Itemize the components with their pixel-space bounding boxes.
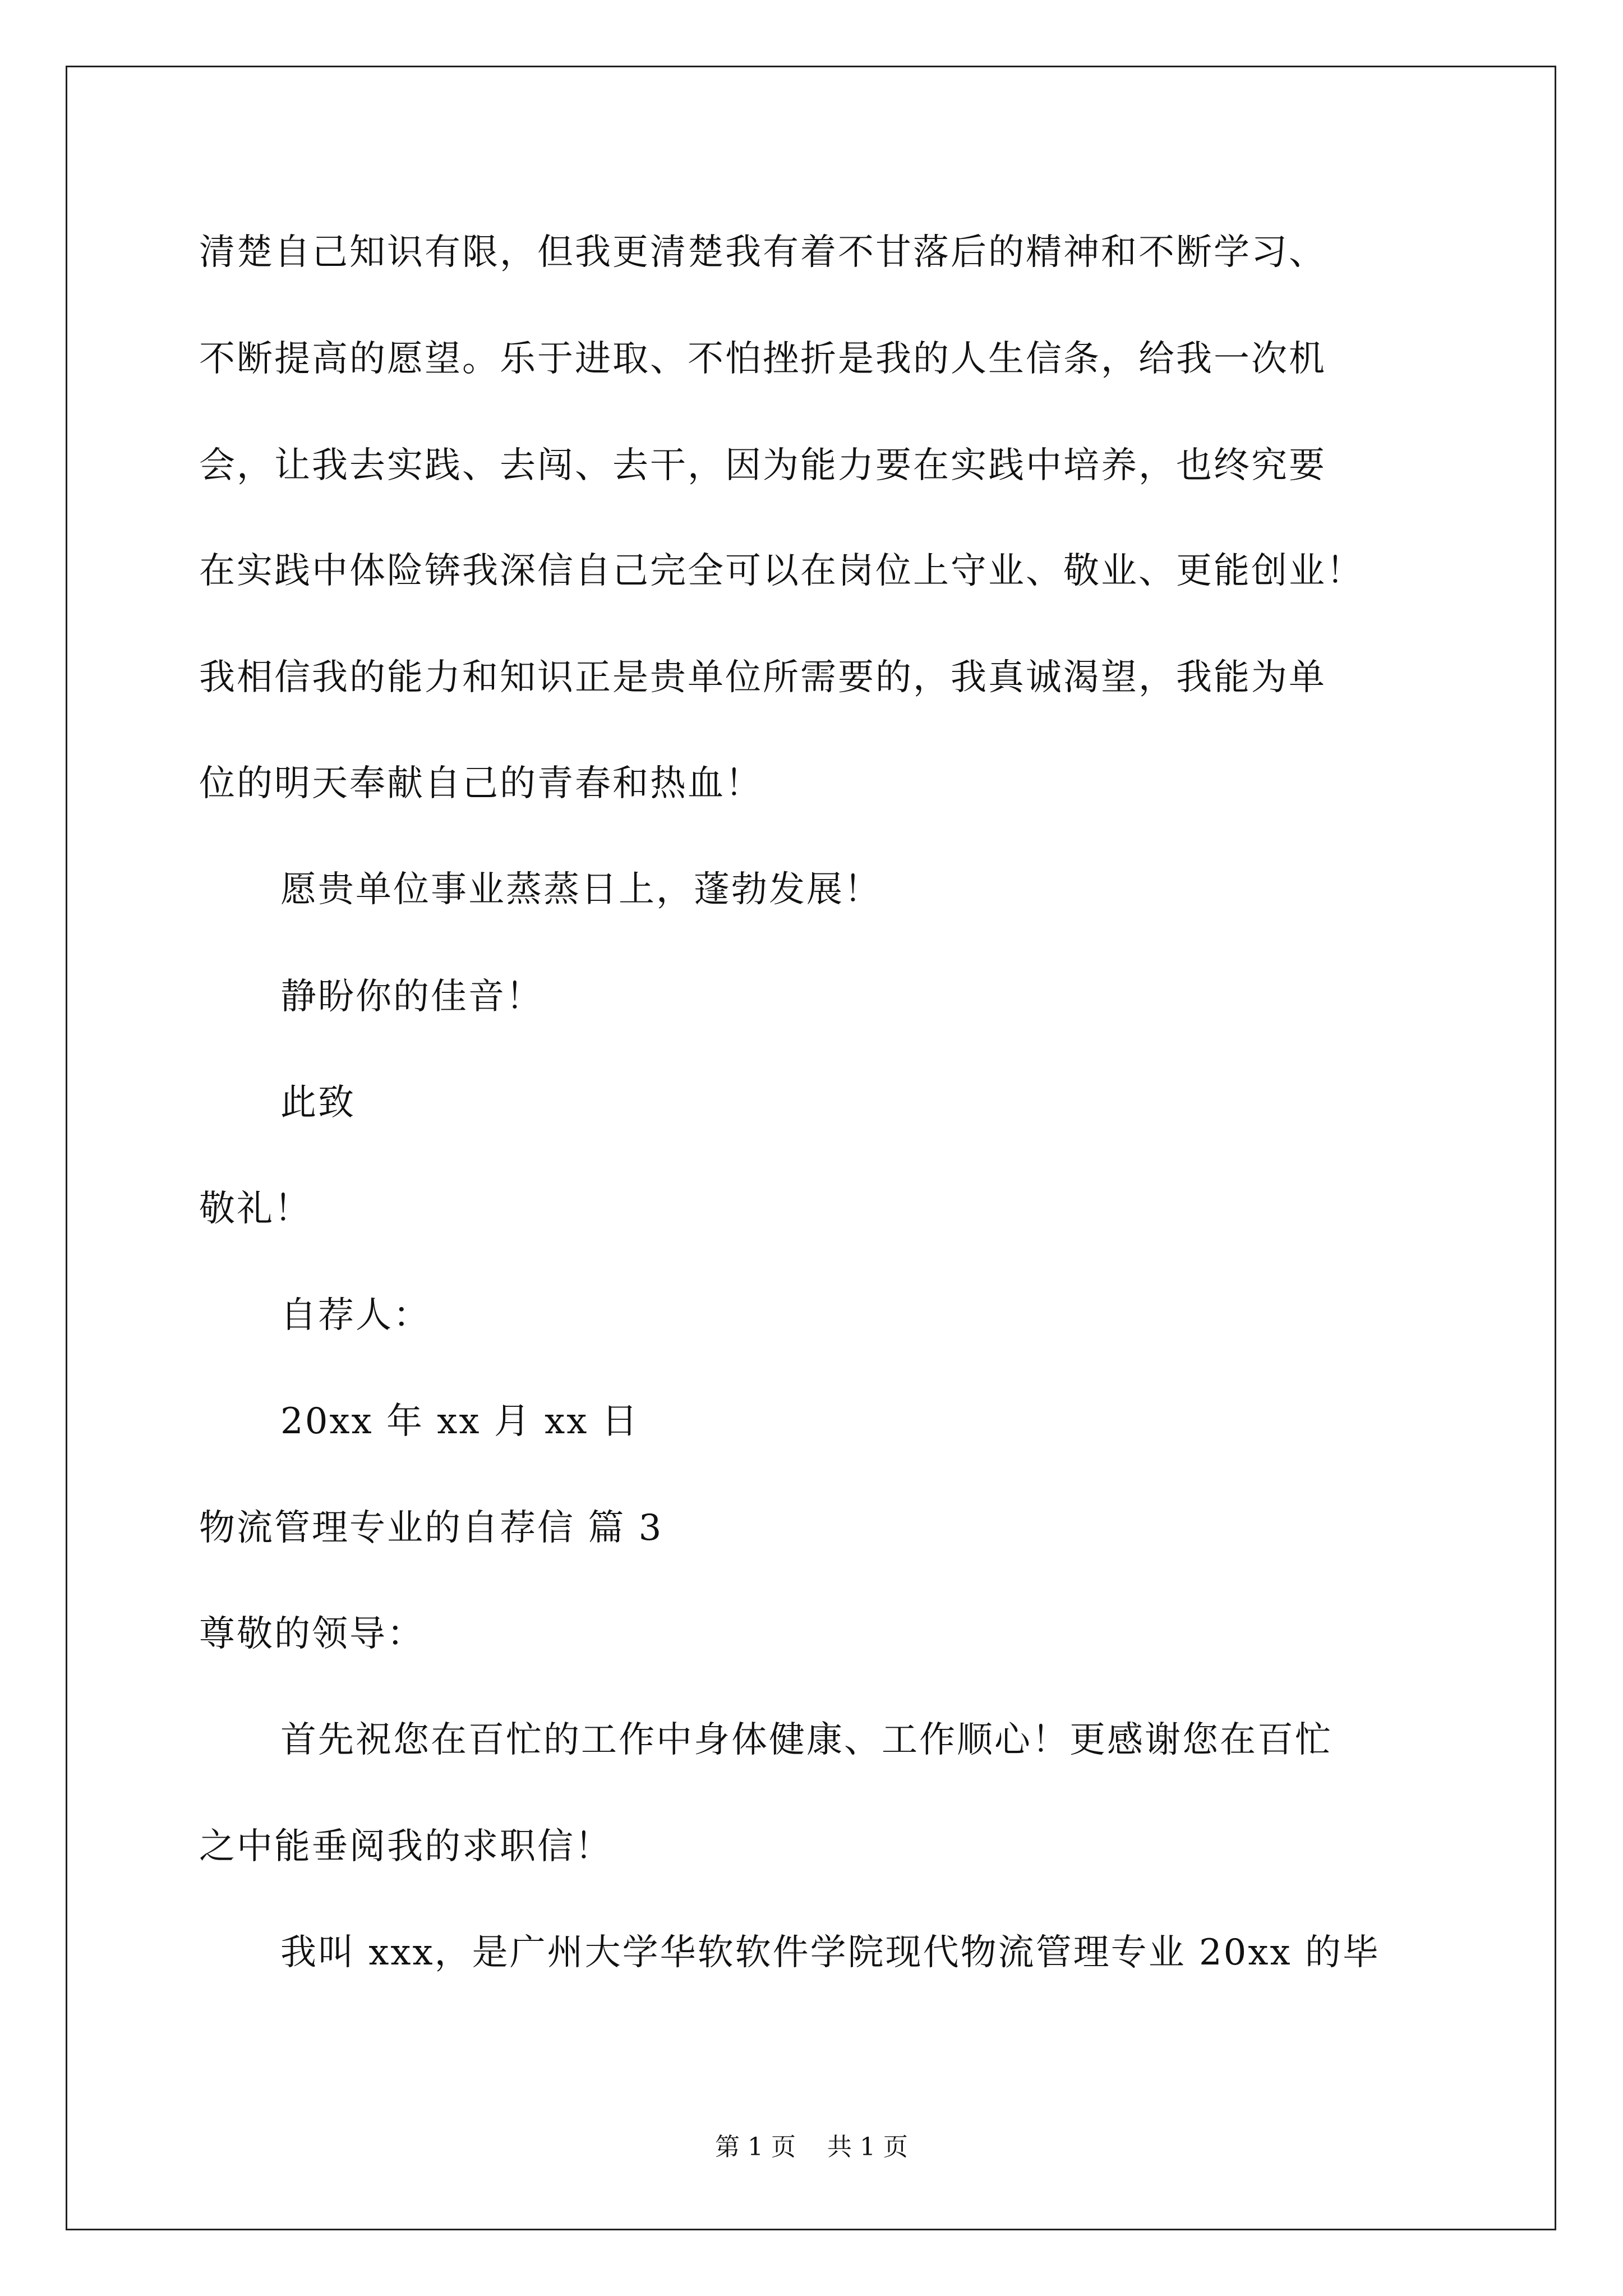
- closing-regards: 敬礼！: [199, 1188, 312, 1230]
- body-line: 我相信我的能力和知识正是贵单位所需要的，我真诚渴望，我能为单: [199, 657, 1326, 698]
- wish-line: 愿贵单位事业蒸蒸日上，蓬勃发展！: [280, 869, 882, 910]
- body-line: 不断提高的愿望。乐于进取、不怕挫折是我的人生信条，给我一次机: [199, 338, 1326, 380]
- greeting-line: 尊敬的领导：: [199, 1613, 425, 1655]
- body-line: 会，让我去实践、去闯、去干，因为能力要在实践中培养，也终究要: [199, 445, 1326, 486]
- date-line: 20xx 年 xx 月 xx 日: [280, 1401, 639, 1442]
- body-line: 我叫 xxx，是广州大学华软软件学院现代物流管理专业 20xx 的毕: [280, 1932, 1380, 1973]
- body-line: 在实践中体险锛我深信自己完全可以在岗位上守业、敬业、更能创业！: [199, 550, 1364, 592]
- body-line: 首先祝您在百忙的工作中身体健康、工作顺心！更感谢您在百忙: [280, 1719, 1332, 1761]
- page-number-footer: 第 1 页 共 1 页: [715, 2133, 908, 2161]
- signature-label: 自荐人：: [280, 1295, 431, 1336]
- body-line: 清楚自己知识有限，但我更清楚我有着不甘落后的精神和不断学习、: [199, 232, 1326, 273]
- body-line: 位的明天奉献自己的青春和热血！: [199, 763, 763, 804]
- hope-line: 静盼你的佳音！: [280, 976, 543, 1018]
- page-frame: [66, 66, 1556, 2230]
- section-heading: 物流管理专业的自荐信 篇 3: [199, 1507, 663, 1549]
- body-line: 之中能垂阅我的求职信！: [199, 1826, 612, 1867]
- closing-salutation: 此致: [280, 1082, 356, 1124]
